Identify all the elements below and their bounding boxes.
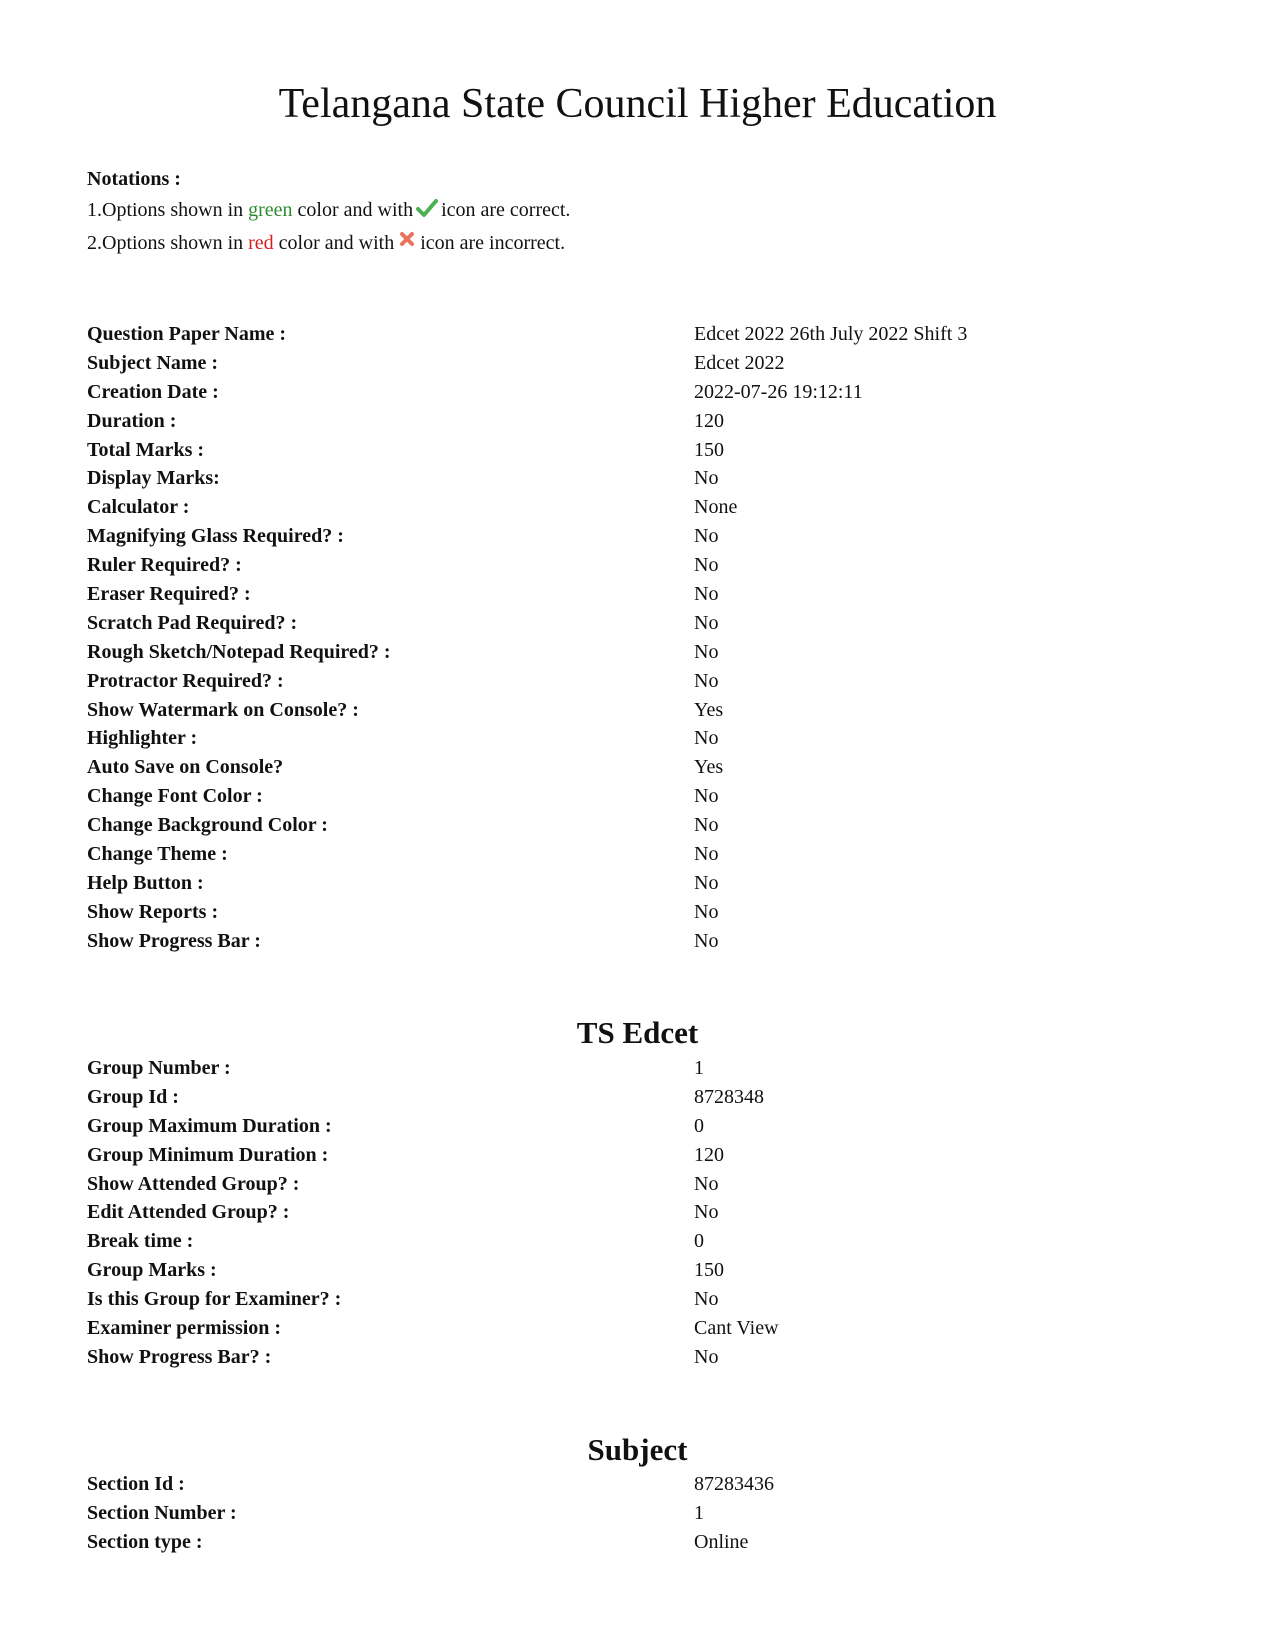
detail-value: 120 — [694, 409, 724, 432]
detail-label: Section Id : — [87, 1472, 185, 1495]
detail-value: Online — [694, 1530, 749, 1553]
detail-value: No — [694, 640, 719, 663]
detail-value: No — [694, 1288, 719, 1311]
detail-row — [87, 1112, 1187, 1141]
detail-label: Show Reports : — [87, 900, 219, 923]
notation-red-word: red — [248, 232, 274, 254]
detail-row — [87, 551, 1187, 580]
detail-label: Calculator : — [87, 496, 190, 519]
detail-value: No — [694, 900, 719, 923]
detail-row — [87, 378, 1187, 407]
check-icon — [416, 197, 438, 228]
detail-row — [87, 522, 1187, 551]
notation-green-word: green — [248, 199, 293, 221]
detail-row — [87, 724, 1187, 753]
detail-value: No — [694, 467, 719, 490]
notation-correct-text-post: icon are correct. — [441, 199, 571, 221]
cross-icon — [397, 230, 417, 261]
detail-row — [87, 1285, 1187, 1314]
detail-label: Group Id : — [87, 1085, 179, 1108]
detail-label: Eraser Required? : — [87, 582, 251, 605]
detail-row — [87, 493, 1187, 522]
detail-label: Duration : — [87, 409, 177, 432]
detail-row — [87, 1227, 1187, 1256]
detail-value: No — [694, 582, 719, 605]
detail-row — [87, 1528, 1187, 1557]
detail-label: Group Maximum Duration : — [87, 1114, 332, 1137]
detail-label: Show Progress Bar : — [87, 929, 261, 952]
detail-value: Yes — [694, 698, 724, 721]
detail-value: 1 — [694, 1056, 704, 1079]
detail-value: No — [694, 929, 719, 952]
detail-label: Break time : — [87, 1230, 194, 1253]
detail-value: None — [694, 496, 738, 519]
detail-value: 0 — [694, 1114, 704, 1137]
detail-row — [87, 840, 1187, 869]
detail-label: Highlighter : — [87, 727, 198, 750]
detail-row — [87, 898, 1187, 927]
notation-correct — [87, 195, 570, 228]
detail-value: Edcet 2022 26th July 2022 Shift 3 — [694, 322, 968, 345]
detail-row — [87, 927, 1187, 956]
detail-value: Edcet 2022 — [694, 351, 785, 374]
detail-row — [87, 811, 1187, 840]
notation-correct-text-pre: 1.Options shown in — [87, 199, 244, 221]
paper-details-list — [87, 320, 1187, 956]
subject-details-list — [87, 1470, 1187, 1557]
detail-label: Group Minimum Duration : — [87, 1143, 329, 1166]
detail-value: No — [694, 727, 719, 750]
detail-label: Change Background Color : — [87, 814, 328, 837]
subject-heading: Subject — [587, 1432, 688, 1467]
detail-label: Auto Save on Console? — [87, 756, 284, 779]
detail-row — [87, 609, 1187, 638]
detail-value: No — [694, 554, 719, 577]
detail-value: 87283436 — [694, 1472, 774, 1495]
detail-row — [87, 1170, 1187, 1199]
detail-value: 150 — [694, 1259, 724, 1282]
detail-label: Creation Date : — [87, 380, 219, 403]
detail-value: No — [694, 842, 719, 865]
group-details-list — [87, 1054, 1187, 1372]
detail-value: No — [694, 611, 719, 634]
detail-row — [87, 1499, 1187, 1528]
detail-value: 0 — [694, 1230, 704, 1253]
detail-value: No — [694, 1201, 719, 1224]
detail-label: Help Button : — [87, 871, 204, 894]
detail-label: Magnifying Glass Required? : — [87, 525, 344, 548]
notations-heading: Notations : — [87, 168, 181, 190]
detail-value: Yes — [694, 756, 724, 779]
detail-row — [87, 320, 1187, 349]
detail-value: Cant View — [694, 1316, 779, 1339]
detail-label: Change Font Color : — [87, 785, 263, 808]
detail-row — [87, 1141, 1187, 1170]
detail-value: 8728348 — [694, 1085, 764, 1108]
detail-label: Change Theme : — [87, 842, 228, 865]
notation-incorrect-text-pre: 2.Options shown in — [87, 232, 244, 254]
detail-row — [87, 349, 1187, 378]
detail-label: Total Marks : — [87, 438, 205, 461]
detail-row — [87, 407, 1187, 436]
detail-label: Display Marks: — [87, 467, 220, 490]
detail-row — [87, 869, 1187, 898]
detail-row — [87, 1198, 1187, 1227]
detail-row — [87, 753, 1187, 782]
detail-value: 150 — [694, 438, 724, 461]
detail-row — [87, 782, 1187, 811]
detail-label: Protractor Required? : — [87, 669, 284, 692]
detail-row — [87, 1343, 1187, 1372]
detail-value: No — [694, 785, 719, 808]
detail-value: No — [694, 669, 719, 692]
detail-label: Show Attended Group? : — [87, 1172, 300, 1195]
detail-label: Is this Group for Examiner? : — [87, 1288, 342, 1311]
detail-label: Edit Attended Group? : — [87, 1201, 290, 1224]
detail-value: No — [694, 871, 719, 894]
detail-label: Group Marks : — [87, 1259, 217, 1282]
page-title: Telangana State Council Higher Education — [278, 81, 997, 127]
detail-row — [87, 1314, 1187, 1343]
notation-correct-text-mid: color and with — [297, 199, 414, 221]
detail-value: 1 — [694, 1501, 704, 1524]
detail-row — [87, 667, 1187, 696]
detail-value: No — [694, 1345, 719, 1368]
notation-incorrect-text-post: icon are incorrect. — [420, 232, 566, 254]
detail-row — [87, 580, 1187, 609]
detail-value: No — [694, 525, 719, 548]
detail-label: Group Number : — [87, 1056, 231, 1079]
detail-label: Section Number : — [87, 1501, 237, 1524]
detail-label: Question Paper Name : — [87, 322, 287, 345]
detail-row — [87, 1054, 1187, 1083]
detail-row — [87, 436, 1187, 465]
detail-value: No — [694, 814, 719, 837]
detail-label: Examiner permission : — [87, 1316, 282, 1339]
detail-label: Subject Name : — [87, 351, 219, 374]
notations-block — [87, 164, 570, 261]
group-heading: TS Edcet — [576, 1015, 699, 1050]
detail-row — [87, 1470, 1187, 1499]
detail-label: Rough Sketch/Notepad Required? : — [87, 640, 391, 663]
detail-row — [87, 464, 1187, 493]
notation-incorrect — [87, 228, 570, 261]
detail-row — [87, 1083, 1187, 1112]
notation-incorrect-text-mid: color and with — [278, 232, 395, 254]
detail-row — [87, 1256, 1187, 1285]
detail-label: Ruler Required? : — [87, 554, 242, 577]
detail-label: Scratch Pad Required? : — [87, 611, 298, 634]
detail-label: Section type : — [87, 1530, 203, 1553]
detail-value: 2022-07-26 19:12:11 — [694, 380, 863, 403]
detail-value: 120 — [694, 1143, 724, 1166]
detail-row — [87, 696, 1187, 725]
detail-label: Show Progress Bar? : — [87, 1345, 272, 1368]
detail-label: Show Watermark on Console? : — [87, 698, 359, 721]
detail-value: No — [694, 1172, 719, 1195]
detail-row — [87, 638, 1187, 667]
